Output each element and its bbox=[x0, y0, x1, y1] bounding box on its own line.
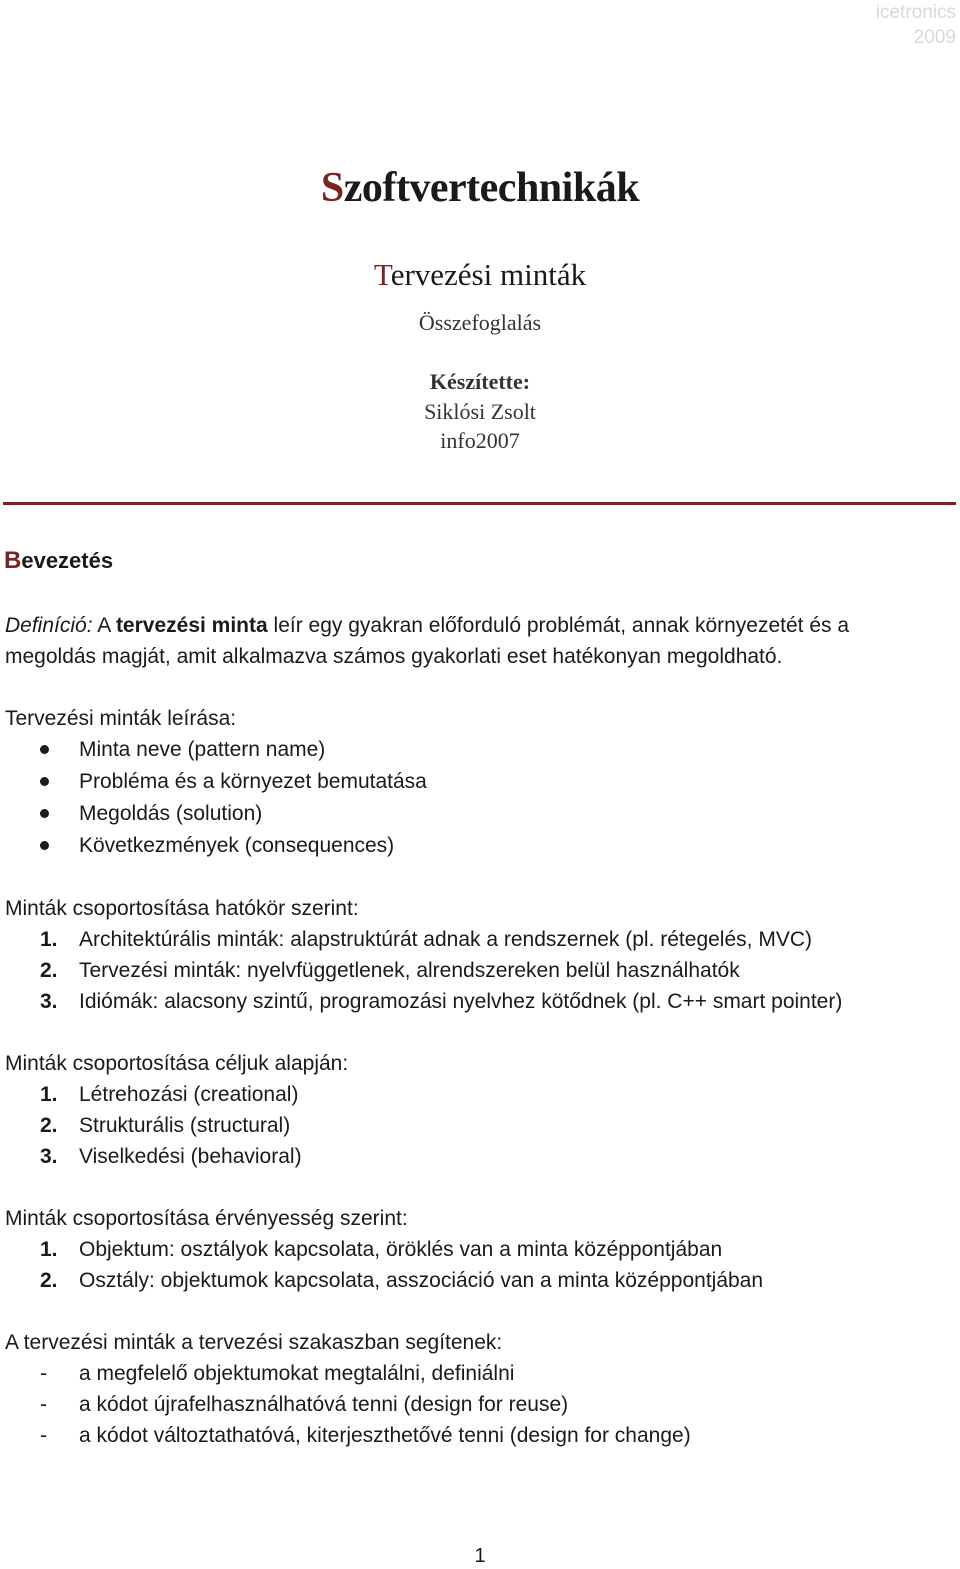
author-group: info2007 bbox=[440, 428, 520, 453]
bullet-icon bbox=[40, 841, 49, 850]
document-title bbox=[0, 160, 960, 216]
definition-text: leír egy gyakran előforduló problémát, annak környezetét és a bbox=[273, 614, 850, 637]
title-initial: S bbox=[320, 165, 344, 211]
subtitle-rest: ervezési minták bbox=[390, 257, 587, 292]
definition-line-2: megoldás magját, amit alkalmazva számos gyakorlati eset hatékonyan megoldható. bbox=[5, 645, 783, 668]
bullet-icon bbox=[40, 777, 49, 786]
section-initial: B bbox=[4, 547, 22, 574]
bullet-icon bbox=[40, 745, 49, 754]
design-phase-heading: A tervezési minták a tervezési szakaszban segítenek: bbox=[5, 1331, 503, 1354]
subtitle-initial: T bbox=[373, 257, 391, 292]
document-subtitle bbox=[0, 254, 960, 296]
scope-grouping-heading: Minták csoportosítása hatókör szerint: bbox=[5, 897, 359, 920]
title-divider bbox=[3, 502, 956, 505]
section-heading-rest: evezetés bbox=[21, 548, 114, 573]
definition-term: tervezési minta bbox=[115, 614, 268, 637]
title-rest: zoftvertechnikák bbox=[343, 165, 640, 211]
definition-label: Definíció: bbox=[5, 614, 93, 637]
summary-label: Összefoglalás bbox=[418, 310, 542, 335]
header-watermark bbox=[876, 0, 956, 50]
definition-line-1 bbox=[5, 610, 849, 641]
watermark-year: 2009 bbox=[913, 27, 956, 48]
author-name: Siklósi Zsolt bbox=[424, 399, 536, 424]
page-number: 1 bbox=[474, 1545, 486, 1567]
purpose-grouping-heading: Minták csoportosítása céljuk alapján: bbox=[5, 1052, 349, 1075]
watermark-brand: icetronics bbox=[875, 2, 956, 23]
section-heading-intro bbox=[4, 544, 113, 578]
bullet-icon bbox=[40, 809, 49, 818]
definition-article: A bbox=[97, 614, 111, 637]
validity-grouping-heading: Minták csoportosítása érvényesség szerint: bbox=[5, 1207, 408, 1230]
description-heading: Tervezési minták leírása: bbox=[5, 707, 237, 730]
author-label: Készítette: bbox=[429, 369, 531, 394]
